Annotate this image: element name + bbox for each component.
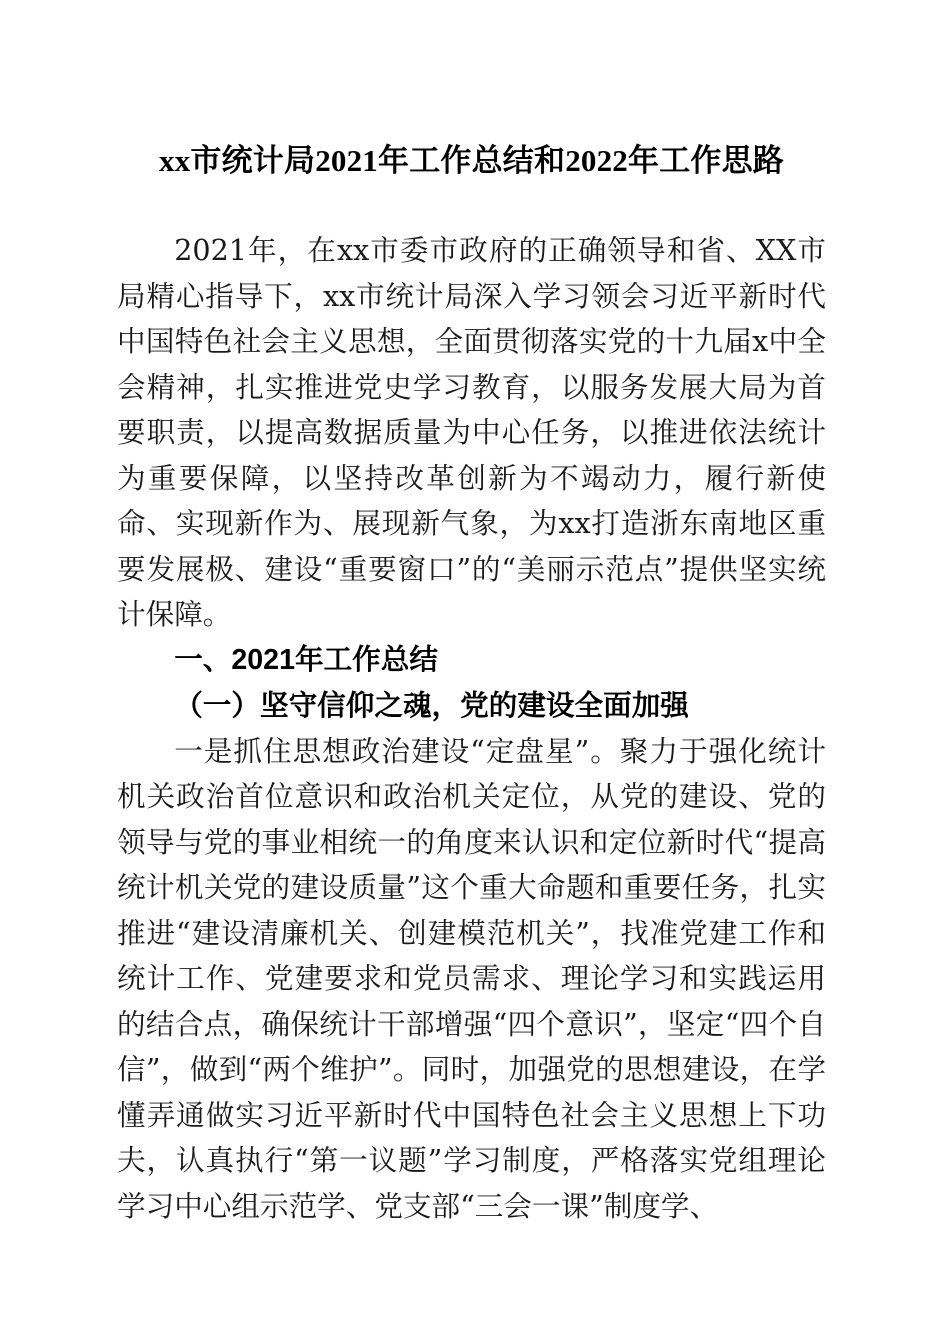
page-bottom-margin	[117, 1229, 826, 1344]
heading-section-one: 一、2021年工作总结	[174, 643, 438, 676]
paragraph-opening: 2021年，在xx市委市政府的正确领导和省、XX市局精心指导下，xx市统计局深入学习领会习近平新时代中国特色社会主义思想，全面贯彻落实党的十九届x中全会精神，扎实推进党史学习教育，以服务发展大局为首要职责，以提高数据质量为中心任务，以推进依法统计为重要保障，以坚持改革创新为不竭动力，履行新使命、实现新作为、展现新气象，为xx打造浙东南地区重要发展极、建设“重要窗口”的“美丽示范点”提供坚实统计保障。	[117, 233, 826, 631]
heading-subsection-one: （一）坚守信仰之魂，党的建设全面加强	[174, 688, 689, 722]
document-content-column	[117, 0, 826, 1344]
paragraph-point-one: 一是抓住思想政治建设“定盘星”。聚力于强化统计机关政治首位意识和政治机关定位，从党的建设、党的领导与党的事业相统一的角度来认识和定位新时代“提高统计机关党的建设质量”这个重大命题和重要任务，扎实推进“建设清廉机关、创建模范机关”，找准党建工作和统计工作、党建要求和党员需求、理论学习和实践运用的结合点，确保统计干部增强“四个意识”，坚定“四个自信”，做到“两个维护”。同时，加强党的思想建设，在学懂弄通做实习近平新时代中国特色社会主义思想上下功夫，认真执行“第一议题”学习制度，严格落实党组理论学习中心组示范学、党支部“三会一课”制度学、	[117, 733, 826, 1223]
title-spacer	[117, 182, 826, 228]
page-title: xx市统计局2021年工作总结和2022年工作思路	[159, 143, 784, 178]
